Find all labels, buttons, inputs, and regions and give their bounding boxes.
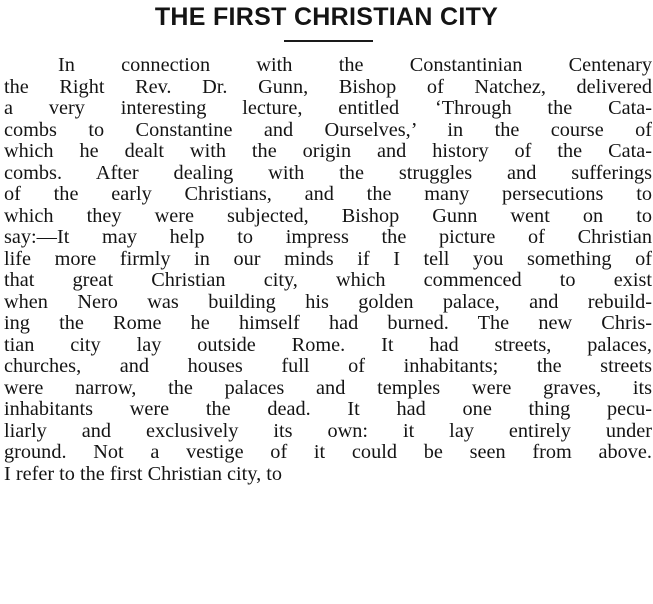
text-line: combs. After dealing with the struggles and sufferings: [4, 161, 652, 184]
text-line: the Right Rev. Dr. Gunn, Bishop of Natchez, delivered: [4, 75, 652, 98]
article-body: [4, 55, 652, 485]
text-line: which they were subjected, Bishop Gunn went on to: [4, 204, 652, 227]
text-line: tian city lay outside Rome. It had streets, palaces,: [4, 333, 652, 356]
text-line: that great Christian city, which commenced to exist: [4, 269, 652, 291]
text-line: combs to Constantine and Ourselves,’ in the course of: [4, 118, 652, 141]
text-line: say:—It may help to impress the picture of Christian: [4, 226, 652, 248]
text-line: liarly and exclusively its own: it lay entirely under: [4, 419, 652, 442]
text-line: In connection with the Constantinian Centenary: [58, 54, 652, 76]
article-title: THE FIRST CHRISTIAN CITY: [154, 3, 499, 31]
text-line: ground. Not a vestige of it could be seen from above.: [4, 441, 652, 463]
text-line: of the early Christians, and the many persecutions to: [4, 183, 652, 205]
text-line: I refer to the first Christian city, to: [4, 462, 283, 485]
title-rule: [284, 40, 373, 42]
text-line: life more firmly in our minds if I tell you something of: [4, 247, 652, 270]
text-line: churches, and houses full of inhabitants; the streets: [4, 355, 652, 377]
text-line: which he dealt with the origin and history of the Cata-: [4, 140, 652, 162]
text-line: were narrow, the palaces and temples were graves, its: [4, 376, 652, 399]
text-line: a very interesting lecture, entitled ‘Through the Cata-: [4, 97, 652, 119]
text-line: ing the Rome he himself had burned. The new Chris-: [4, 312, 652, 334]
text-line: inhabitants were the dead. It had one thing pecu-: [4, 398, 652, 420]
text-line: when Nero was building his golden palace, and rebuild-: [4, 290, 652, 313]
